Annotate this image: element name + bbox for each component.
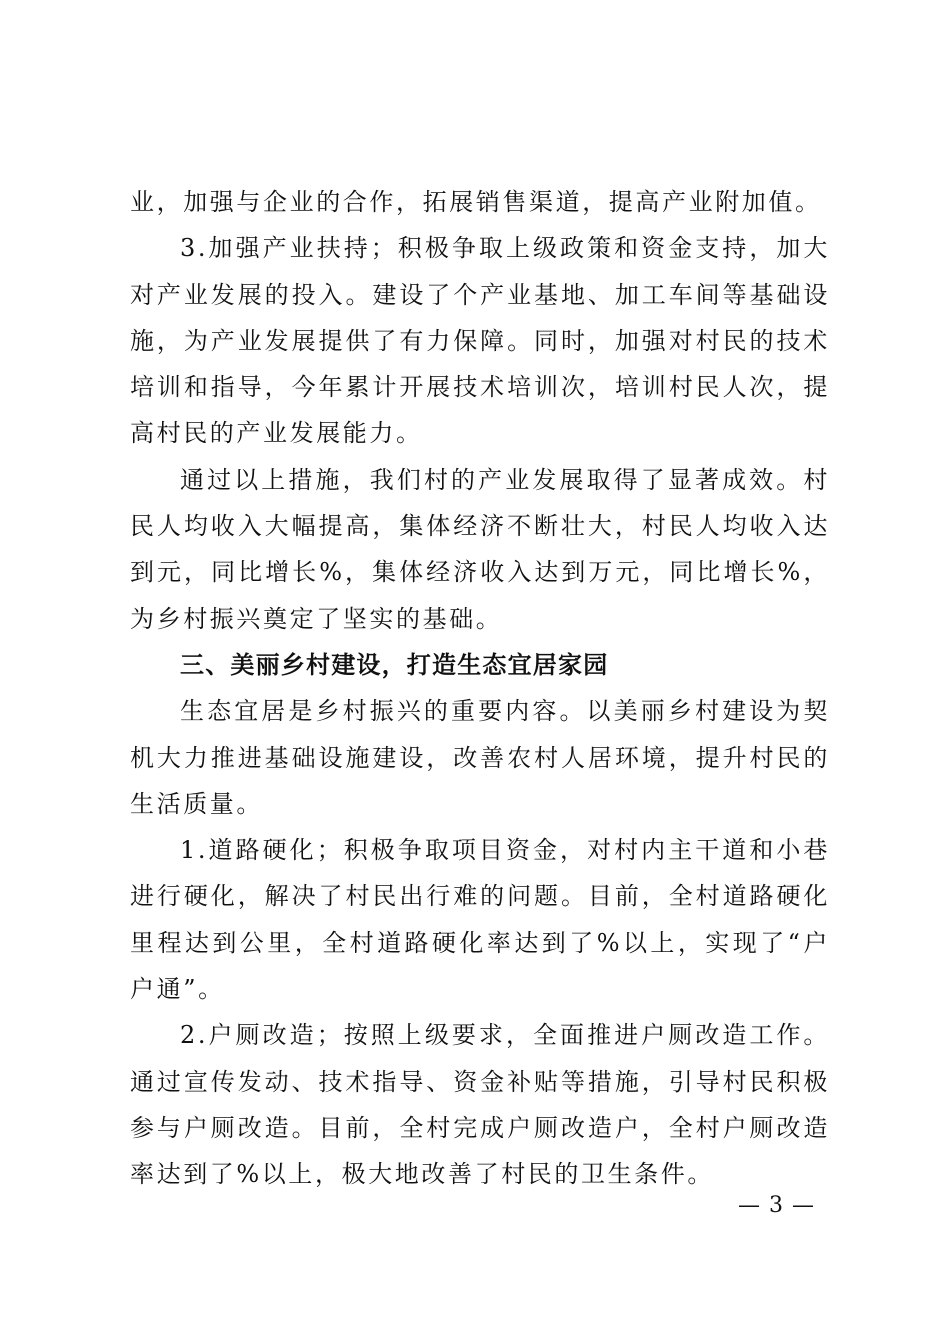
paragraph-continuation: 业，加强与企业的合作，拓展销售渠道，提高产业附加值。 (130, 188, 822, 216)
paragraph-industry-support: 3.加强产业扶持；积极争取上级政策和资金支持，加大对产业发展的投入。建设了个产业基地、加工车间等基础设施，为产业发展提供了有力保障。同时，加强对村民的技术培训和指导，今年累计开展技术培训次，培训村民人次，提高村民的产业发展能力。 (130, 234, 830, 448)
paragraph-road-hardening: 1.道路硬化；积极争取项目资金，对村内主干道和小巷进行硬化，解决了村民出行难的问题。目前，全村道路硬化里程达到公里，全村道路硬化率达到了%以上，实现了“户户通”。 (130, 836, 830, 1004)
paragraph-results: 通过以上措施，我们村的产业发展取得了显著成效。村民人均收入大幅提高，集体经济不断壮大，村民人均收入达到元，同比增长%，集体经济收入达到万元，同比增长%，为乡村振兴奠定了坚实的基础。 (130, 465, 830, 633)
section-heading: 三、美丽乡村建设，打造生态宜居家园 (180, 650, 609, 679)
paragraph-section-intro: 生态宜居是乡村振兴的重要内容。以美丽乡村建设为契机大力推进基础设施建设，改善农村人居环境，提升村民的生活质量。 (130, 697, 830, 818)
page-number: — 3 — (738, 1193, 815, 1218)
paragraph-toilet-renovation: 2.户厕改造；按照上级要求，全面推进户厕改造工作。通过宣传发动、技术指导、资金补贴等措施，引导村民积极参与户厕改造。目前，全村完成户厕改造户，全村户厕改造率达到了%以上，极大地改善了村民的卫生条件。 (130, 1021, 830, 1189)
document-body (130, 179, 830, 1198)
